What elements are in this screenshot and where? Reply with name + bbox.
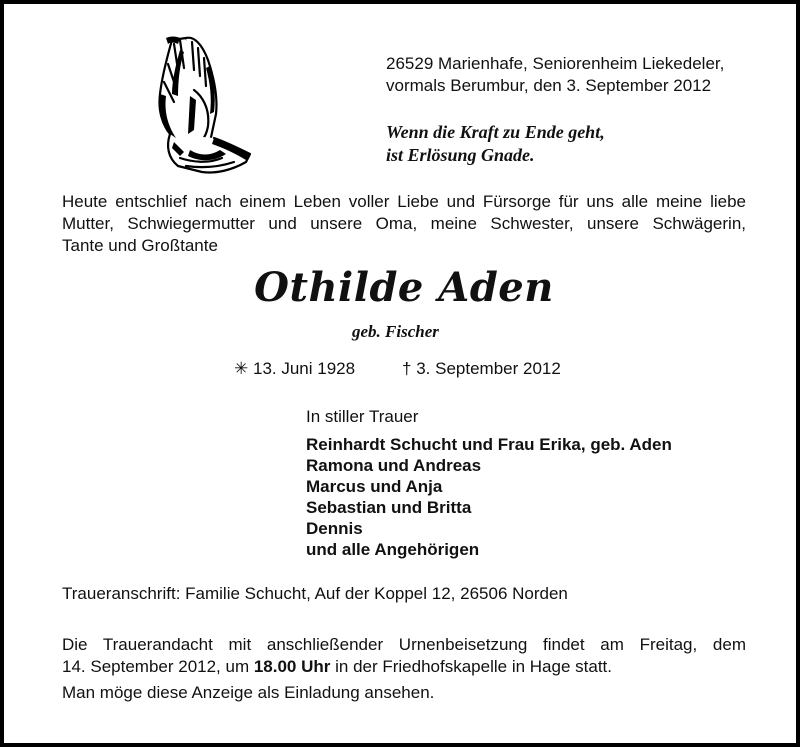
service-time: 18.00 Uhr (253, 657, 331, 676)
birth-star-icon: ✳ (234, 359, 249, 378)
mourners-list (306, 434, 672, 560)
death-date (402, 359, 561, 379)
mourner-name: Reinhardt Schucht und Frau Erika, geb. Aden (306, 435, 672, 454)
intro-paragraph (62, 191, 746, 257)
intro-line-1: Heute entschlief nach einem Leben voller Liebe und Fürsorge für uns alle meine liebe (62, 192, 746, 211)
service-line-2 (62, 656, 746, 678)
mourner-name: Dennis (306, 519, 363, 538)
intro-line-2: Mutter, Schwiegermutter und unsere Oma, meine Schwester, unsere Schwägerin, (62, 214, 746, 233)
service-line-1: Die Trauerandacht mit anschließender Urnenbeisetzung findet am Freitag, dem (62, 635, 746, 654)
service-date-text: 14. September 2012, um (62, 657, 254, 676)
birth-date-text: 13. Juni 1928 (252, 359, 356, 378)
birth-date (234, 359, 355, 379)
place-line-2: vormals Berumbur, den 3. September 2012 (386, 76, 712, 95)
invitation-note: Man möge diese Anzeige als Einladung ansehen. (62, 683, 435, 702)
mourner-name: Sebastian und Britta (306, 498, 472, 517)
place-and-date (386, 53, 724, 97)
motto-line-2: ist Erlösung Gnade. (386, 145, 535, 165)
mourning-label: In stiller Trauer (306, 407, 419, 426)
motto-verse (386, 121, 605, 167)
mourner-name: Ramona und Andreas (306, 456, 482, 475)
mourner-name: Marcus und Anja (306, 477, 443, 496)
death-cross-icon: † (402, 359, 412, 378)
intro-line-3: Tante und Großtante (62, 236, 218, 255)
deceased-name: Othilde Aden (254, 264, 554, 311)
maiden-name: geb. Fischer (352, 322, 439, 341)
mourning-address: Traueranschrift: Familie Schucht, Auf der Koppel 12, 26506 Norden (62, 584, 568, 603)
place-line-1: 26529 Marienhafe, Seniorenheim Liekedeler, (386, 54, 725, 73)
motto-line-1: Wenn die Kraft zu Ende geht, (386, 122, 605, 142)
death-date-text: 3. September 2012 (416, 359, 561, 378)
praying-hands-icon (150, 30, 256, 176)
service-announcement (62, 634, 746, 678)
service-location-text: in der Friedhofskapelle in Hage statt. (330, 657, 612, 676)
mourner-name: und alle Angehörigen (306, 540, 480, 559)
